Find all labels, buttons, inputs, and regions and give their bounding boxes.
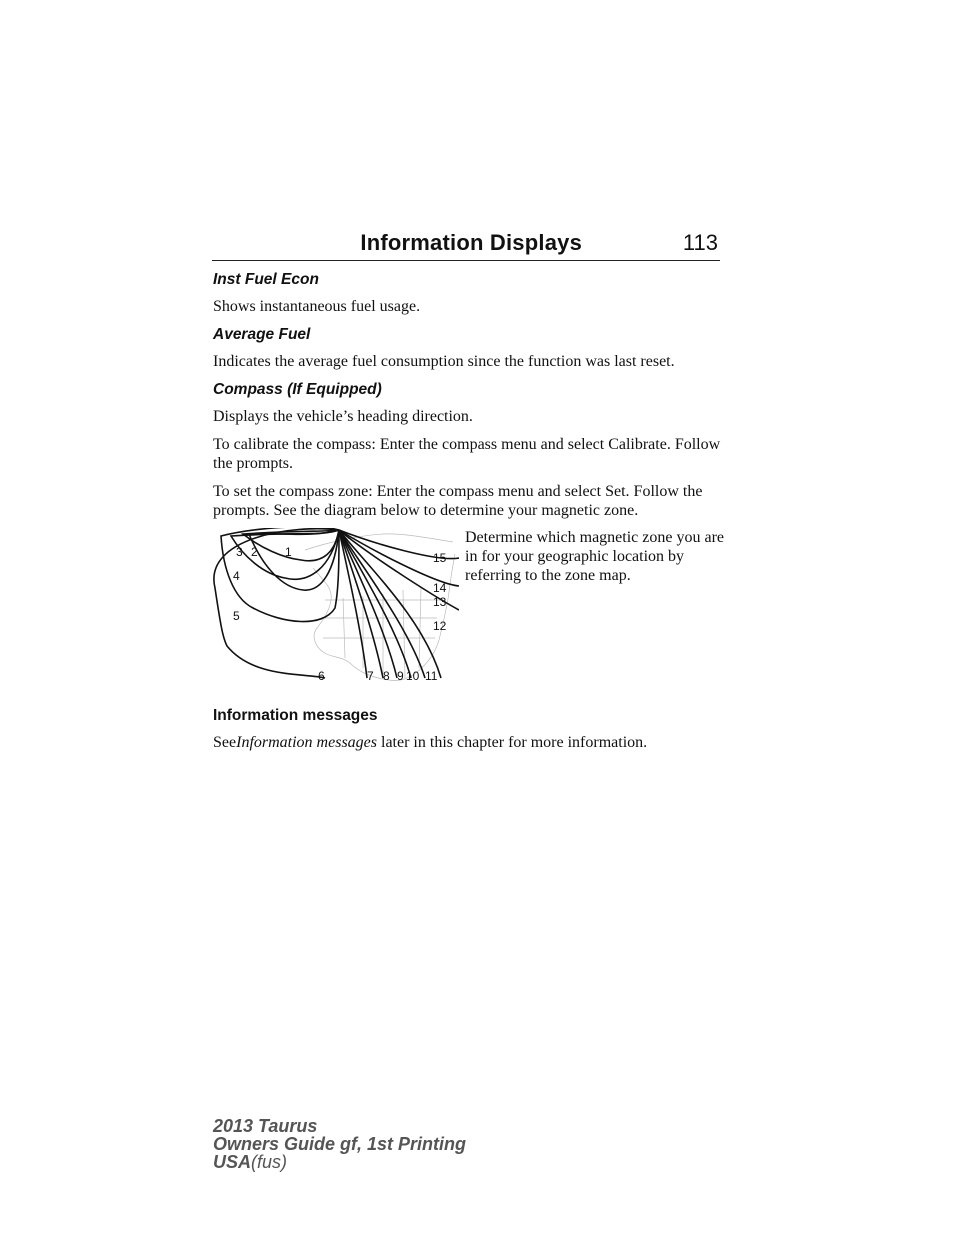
zone-label-2: 2 [251, 545, 258, 559]
zone-map-figure [213, 528, 723, 696]
footer-region [213, 1153, 466, 1171]
compass-text-3: To set the compass zone: Enter the compass menu and select Set. Follow the prompts. See the diagram below to determine your magnetic zone. [213, 483, 703, 519]
heading-average-fuel: Average Fuel [213, 326, 311, 343]
zone-label-8: 8 [383, 669, 390, 683]
information-messages-reference: Information messages [236, 734, 377, 751]
chapter-title: Information Displays [360, 230, 582, 255]
zone-label-9: 9 [397, 669, 404, 683]
inst-fuel-econ-text: Shows instantaneous fuel usage. [213, 298, 421, 315]
footer-region-suffix: (fus) [251, 1152, 288, 1172]
zone-label-14: 14 [433, 581, 447, 595]
zone-label-15: 15 [433, 551, 447, 565]
reference-trailing-text: later in this chapter for more information. [381, 734, 648, 751]
page-content [213, 270, 723, 752]
heading-compass: Compass (If Equipped) [213, 381, 382, 398]
page-header [212, 226, 720, 261]
zone-label-3: 3 [236, 545, 243, 559]
footer-region-code: USA [213, 1152, 252, 1172]
page-number: 113 [682, 230, 718, 255]
compass-text-2: To calibrate the compass: Enter the compass menu and select Calibrate. Follow the prompts. [213, 436, 721, 472]
zone-label-6: 6 [318, 669, 325, 683]
page-footer [213, 1117, 466, 1171]
information-messages-text [213, 733, 723, 752]
see-text: See [213, 734, 237, 751]
zone-label-12: 12 [433, 619, 447, 633]
heading-inst-fuel-econ: Inst Fuel Econ [213, 271, 319, 288]
zone-label-5: 5 [233, 609, 240, 623]
zone-map-caption: Determine which magnetic zone you are in for your geographic location by referring to the zone map. [465, 529, 724, 584]
zone-label-7: 7 [367, 669, 374, 683]
magnetic-zone-map [213, 528, 459, 696]
average-fuel-text: Indicates the average fuel consumption since the function was last reset. [213, 353, 675, 370]
footer-model: 2013 Taurus [213, 1116, 318, 1136]
compass-text-1: Displays the vehicle’s heading direction. [213, 408, 473, 425]
zone-label-11: 11 [425, 669, 438, 683]
zone-label-1: 1 [285, 545, 292, 559]
zone-label-10: 10 [406, 669, 420, 683]
heading-information-messages: Information messages [213, 707, 378, 724]
zone-label-4: 4 [233, 569, 240, 583]
zone-label-13: 13 [433, 595, 447, 609]
footer-edition: Owners Guide gf, 1st Printing [213, 1134, 467, 1154]
